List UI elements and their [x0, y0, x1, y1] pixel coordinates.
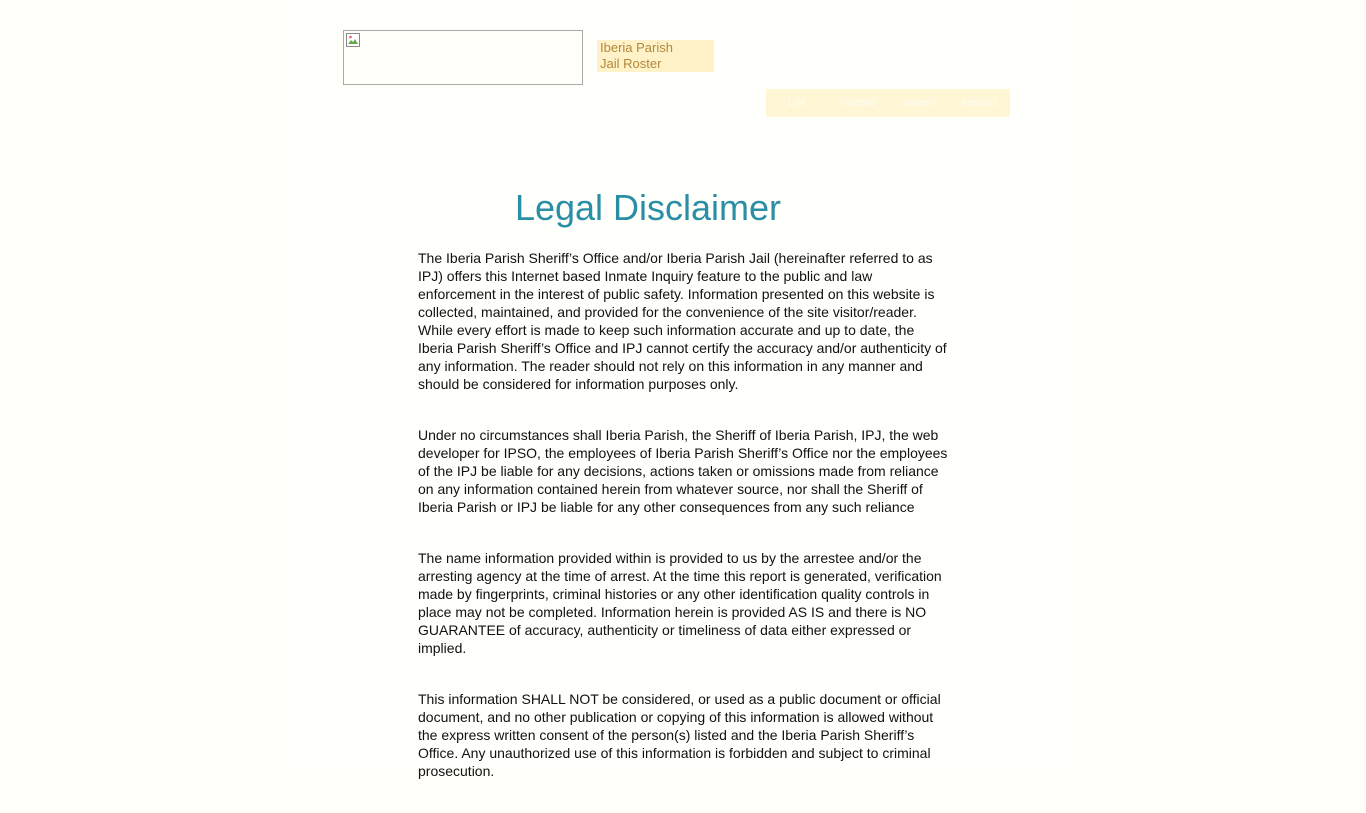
- disclaimer-body: [418, 249, 952, 813]
- site-title[interactable]: [597, 40, 714, 72]
- site-title-line1: Iberia Parish: [600, 40, 673, 55]
- disclaimer-paragraph-4: This information SHALL NOT be considered, or used as a public document or official document, and no other publication or copying of this information is allowed without the express written consent of the person(s) listed and the Iberia Parish Sheriff’s Office. Any unauthorized use of this information is forbidden and subject to criminal prosecution.: [418, 691, 941, 779]
- page-title: Legal Disclaimer: [514, 187, 782, 228]
- broken-image-icon: [345, 32, 361, 48]
- disclaimer-paragraph-3: The name information provided within is provided to us by the arrestee and/or the arresting agency at the time of arrest. At the time this report is generated, verification made by fingerprints, criminal histories or any other identification quality controls in place may not be completed. Information herein is provided AS IS and there is NO GUARANTEE of accuracy, authenticity or timeliness of data either expressed or implied.: [418, 550, 942, 656]
- site-title-line2: Jail Roster: [600, 56, 662, 71]
- disclaimer-paragraph-1: The Iberia Parish Sheriff’s Office and/or Iberia Parish Jail (hereinafter referred to as IPJ) offers this Internet based Inmate Inquiry feature to the public and law enforcement in the interest of public safety. Information presented on this website is collected, maintained, and provided for the convenience of the site visitor/reader. While every effort is made to keep such information accurate and up to date, the Iberia Parish Sheriff’s Office and IPJ cannot certify the accuracy and/or authenticity of any information. The reader should not rely on this information in any manner and should be considered for information purposes only.: [418, 250, 947, 392]
- nav-link-record[interactable]: Record: [839, 97, 876, 109]
- site-logo[interactable]: [343, 30, 583, 85]
- nav-link-list[interactable]: List: [787, 97, 806, 109]
- main-nav: [766, 89, 1010, 117]
- nav-link-search[interactable]: search: [901, 97, 936, 109]
- disclaimer-paragraph-2: Under no circumstances shall Iberia Parish, the Sheriff of Iberia Parish, IPJ, the web developer for IPSO, the employees of Iberia Parish Sheriff’s Office nor the employees of the IPJ be liable for any decisions, actions taken or omissions made from reliance on any information contained herein from whatever source, nor shall the Sheriff of Iberia Parish or IPJ be liable for any other consequences from any such reliance: [418, 427, 948, 515]
- nav-link-contact[interactable]: contact: [961, 97, 998, 109]
